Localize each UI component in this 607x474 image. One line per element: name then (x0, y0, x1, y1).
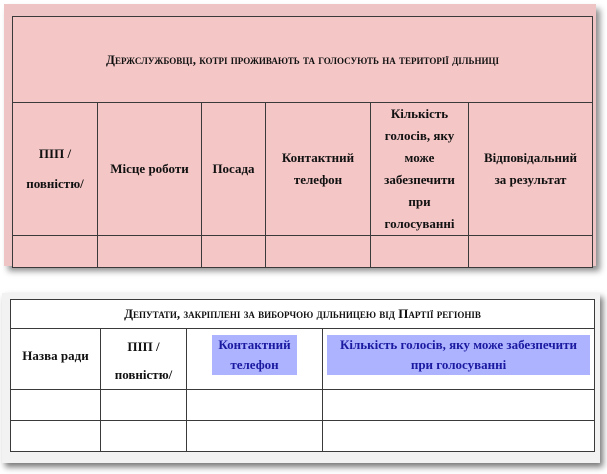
table1-col-phone: Контактний телефон (266, 103, 371, 236)
table2-col-phone-label: Контактний телефон (212, 335, 297, 375)
table2-cell[interactable] (101, 421, 187, 452)
table2-title: Депутати, закріплені за виборчою дільницею від Партії регіонів (11, 300, 595, 329)
table1-col-name: ПІП /повністю/ (13, 103, 98, 236)
table1 (12, 16, 593, 268)
table1-cell[interactable] (469, 236, 593, 268)
table1-col-votes: Кількість голосів, яку може забезпечити при голосуванні (371, 103, 469, 236)
table2-cell[interactable] (187, 390, 323, 421)
table1-title: Держслужбовці, котрі проживають та голосують на території дільниці (13, 17, 593, 103)
table2-cell[interactable] (323, 421, 595, 452)
table2-col-name-label: ПІП /повністю/ (114, 339, 173, 382)
table2-col-council-label: Назва ради (22, 348, 89, 363)
table2-cell[interactable] (187, 421, 323, 452)
table2-cell[interactable] (101, 390, 187, 421)
table2-col-votes (323, 329, 595, 390)
table1-col-responsible: Відповідальний за результат (469, 103, 593, 236)
table2-col-votes-label: Кількість голосів, яку може забезпечити при голосуванні (327, 335, 590, 375)
table1-cell[interactable] (98, 236, 202, 268)
table2-panel (2, 293, 600, 463)
table2-cell[interactable] (11, 390, 101, 421)
table2-col-council (11, 329, 101, 390)
table2-col-phone (187, 329, 323, 390)
table1-col-workplace: Місце роботи (98, 103, 202, 236)
table1-cell[interactable] (371, 236, 469, 268)
table2 (10, 299, 595, 452)
table2-col-name (101, 329, 187, 390)
table2-cell[interactable] (11, 421, 101, 452)
table2-cell[interactable] (323, 390, 595, 421)
table1-cell[interactable] (13, 236, 98, 268)
table1-cell[interactable] (202, 236, 266, 268)
table1-col-position: Посада (202, 103, 266, 236)
table1-panel (4, 4, 596, 266)
table1-cell[interactable] (266, 236, 371, 268)
